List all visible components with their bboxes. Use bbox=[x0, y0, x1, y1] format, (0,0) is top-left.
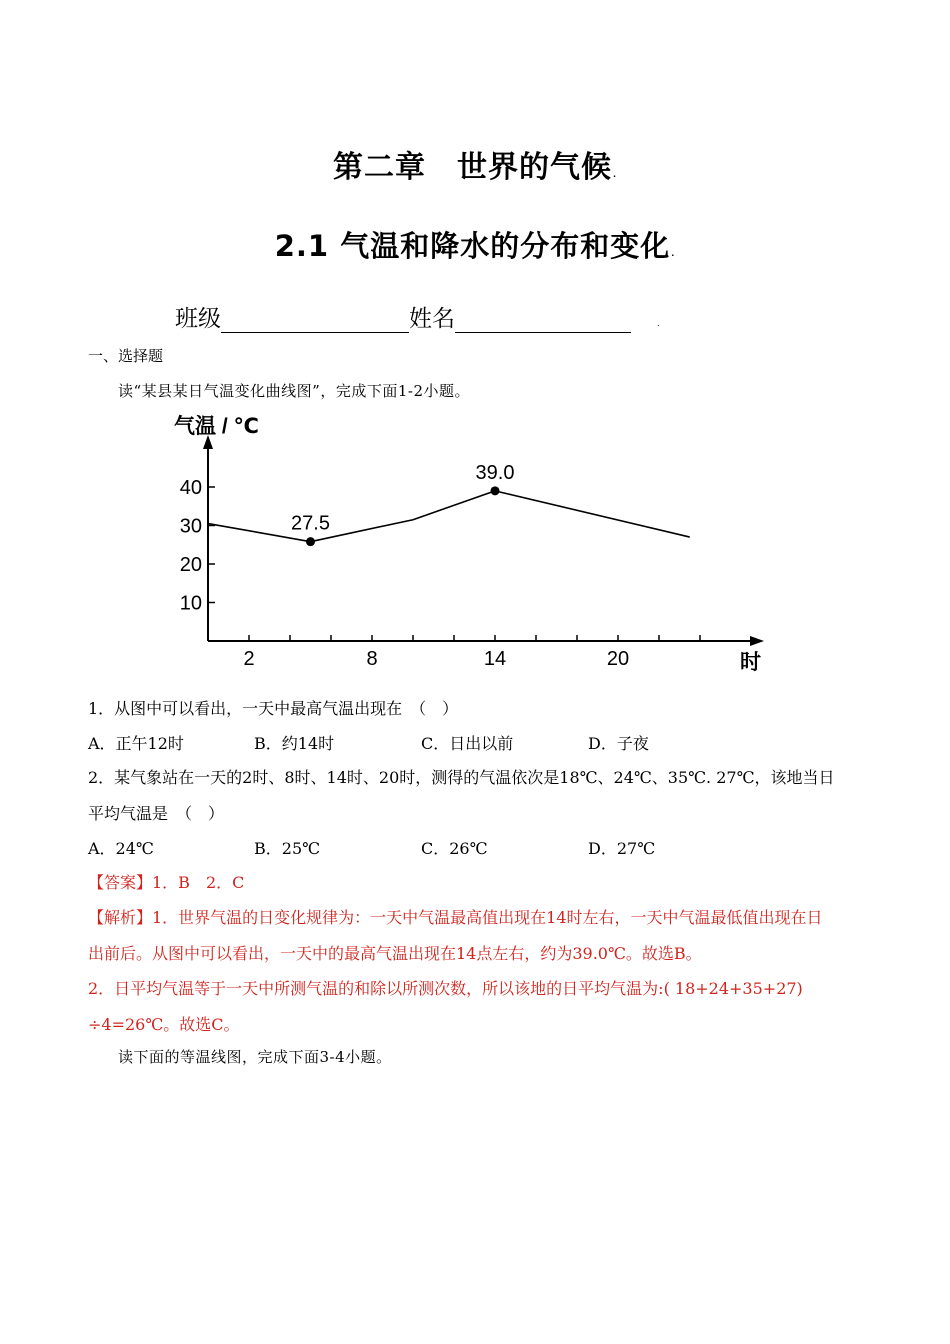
name-label: 姓名 bbox=[409, 306, 455, 332]
x-tick-label-20: 20 bbox=[606, 648, 630, 670]
data-point-0 bbox=[306, 537, 315, 546]
class-blank[interactable] bbox=[221, 308, 409, 333]
q1-option-b[interactable]: B．约14时 bbox=[254, 734, 335, 753]
name-blank[interactable] bbox=[455, 308, 631, 333]
data-point-1 bbox=[491, 486, 500, 495]
series-line-0 bbox=[208, 491, 690, 542]
question-2-stem-line2: 平均气温是 （ ） bbox=[88, 804, 225, 823]
q2-option-a[interactable]: A．24℃ bbox=[88, 839, 154, 858]
analysis-line-2: 出前后。从图中可以看出，一天中的最高气温出现在14点左右，约为39.0℃。故选B。 bbox=[88, 944, 702, 963]
section-heading: 一、选择题 bbox=[88, 347, 164, 365]
x-axis-label: 时 bbox=[740, 651, 761, 674]
question-2-stem-line1: 2．某气象站在一天的2时、8时、14时、20时，测得的气温依次是18℃、24℃、35℃. 27℃，该地当日 bbox=[88, 768, 835, 787]
q1-option-c[interactable]: C．日出以前 bbox=[421, 734, 514, 753]
intro-q1-2: 读“某县某日气温变化曲线图”，完成下面1-2小题。 bbox=[118, 382, 470, 400]
q2-option-c[interactable]: C．26℃ bbox=[421, 839, 488, 858]
y-tick-label-40: 40 bbox=[179, 477, 202, 499]
y-axis-label: 气温 / ℃ bbox=[174, 415, 259, 438]
analysis-line-3: 2．日平均气温等于一天中所测气温的和除以所测次数，所以该地的日平均气温为:( 18+24+35+27) bbox=[88, 979, 803, 998]
x-axis-arrow bbox=[750, 636, 764, 646]
q1-option-a[interactable]: A．正午12时 bbox=[88, 734, 184, 753]
analysis-line-1: 【解析】1．世界气温的日变化规律为：一天中气温最高值出现在14时左右，一天中气温最低值出现在日 bbox=[88, 908, 823, 927]
y-tick-label-10: 10 bbox=[179, 592, 202, 615]
q2-option-b[interactable]: B．25℃ bbox=[254, 839, 321, 858]
class-label: 班级 bbox=[175, 306, 221, 332]
q2-option-d[interactable]: D．27℃ bbox=[588, 839, 656, 858]
analysis-line-4: ÷4=26℃。故选C。 bbox=[88, 1015, 240, 1034]
y-tick-label-30: 30 bbox=[179, 515, 202, 538]
x-tick-label-14: 14 bbox=[483, 648, 507, 670]
data-label-1: 39.0 bbox=[475, 461, 515, 484]
intro-q3-4: 读下面的等温线图，完成下面3-4小题。 bbox=[118, 1048, 392, 1066]
y-tick-label-20: 20 bbox=[179, 554, 202, 576]
temperature-chart bbox=[160, 405, 780, 680]
q1-option-d[interactable]: D．子夜 bbox=[588, 734, 649, 753]
question-1-stem: 1．从图中可以看出，一天中最高气温出现在 （ ） bbox=[88, 699, 459, 718]
data-label-0: 27.5 bbox=[291, 512, 330, 535]
chapter-title: 第二章 世界的气候. bbox=[332, 150, 618, 185]
class-name-line: 班级 姓名 . bbox=[175, 306, 660, 332]
x-tick-label-2: 2 bbox=[243, 648, 255, 670]
x-tick-label-8: 8 bbox=[366, 648, 378, 670]
section-title: 2.1 气温和降水的分布和变化. bbox=[274, 229, 676, 263]
answer-line: 【答案】1．B 2．C bbox=[88, 873, 245, 892]
